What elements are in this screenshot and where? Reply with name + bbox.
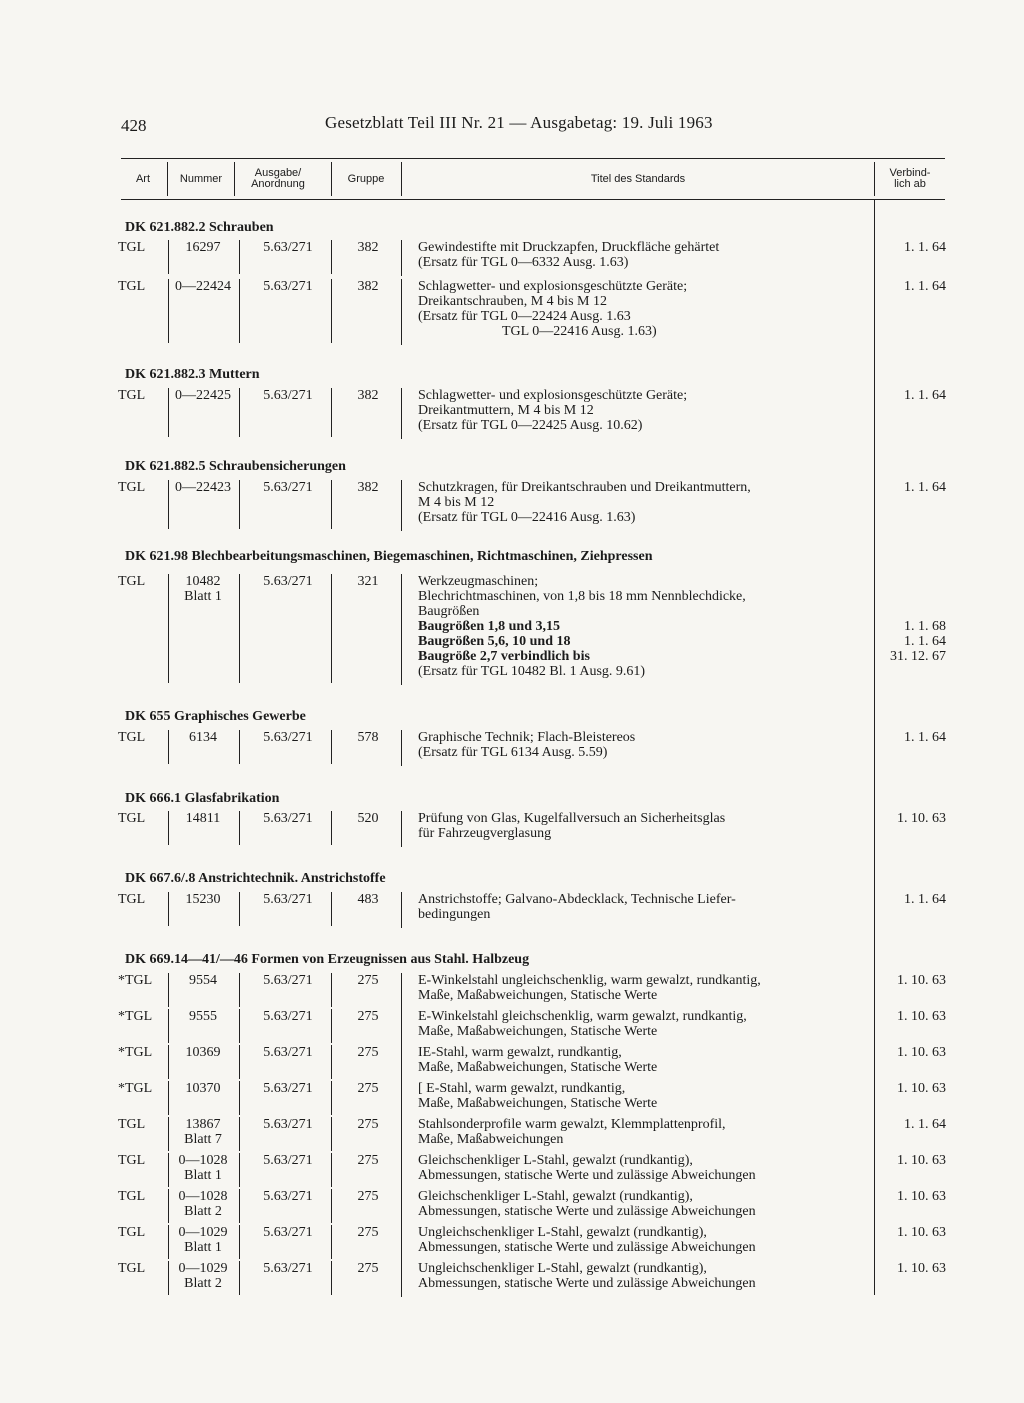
column-rule <box>401 240 402 276</box>
table-row <box>0 892 1024 922</box>
column-rule <box>168 1153 169 1187</box>
titel-line: Gleichschenkliger L-Stahl, gewalzt (rundkantig), <box>418 1153 693 1168</box>
cell-gruppe: 275 <box>357 1189 379 1204</box>
column-rule <box>331 1153 332 1187</box>
cell-art: TGL <box>118 1225 146 1240</box>
verbindlich-line: 1. 10. 63 <box>897 811 946 826</box>
titel-line: (Ersatz für TGL 0—22424 Ausg. 1.63 <box>418 309 631 324</box>
titel-line: Werkzeugmaschinen; <box>418 574 539 589</box>
titel-line: (Ersatz für TGL 0—22416 Ausg. 1.63) <box>418 510 636 525</box>
cell-nummer <box>168 1117 238 1147</box>
cell-verbindlich <box>876 279 946 294</box>
table-row <box>0 1225 1024 1255</box>
column-rule <box>401 574 402 685</box>
cell-titel <box>418 1081 868 1111</box>
column-rule <box>401 1225 402 1261</box>
column-rule <box>331 811 332 845</box>
nummer-line: 0—22423 <box>175 480 231 495</box>
header-titel: Titel des Standards <box>590 172 686 185</box>
titel-line: Anstrichstoffe; Galvano-Abdecklack, Technische Liefer- <box>418 892 736 907</box>
verbindlich-line: 1. 10. 63 <box>897 1009 946 1024</box>
verbindlich-line: 1. 10. 63 <box>897 1081 946 1096</box>
table-row <box>0 279 1024 339</box>
column-rule <box>331 388 332 437</box>
page-number: 428 <box>121 116 147 135</box>
cell-ausgabe: 5.63/271 <box>263 1261 313 1276</box>
titel-line: M 4 bis M 12 <box>418 495 495 510</box>
header-art: Art <box>135 172 151 185</box>
titel-line: TGL 0—22416 Ausg. 1.63) <box>502 324 657 339</box>
nummer-line: 16297 <box>185 240 221 255</box>
cell-ausgabe: 5.63/271 <box>263 574 313 589</box>
cell-art: *TGL <box>118 973 153 988</box>
verbindlich-line: 1. 1. 64 <box>904 388 946 403</box>
cell-nummer <box>168 1153 238 1183</box>
verbindlich-line: 1. 1. 64 <box>904 892 946 907</box>
column-rule <box>239 1045 240 1079</box>
column-rule <box>401 1117 402 1153</box>
titel-line: Abmessungen, statische Werte und zulässige Abweichungen <box>418 1276 756 1291</box>
cell-ausgabe: 5.63/271 <box>263 1117 313 1132</box>
titel-line: Gleichschenkliger L-Stahl, gewalzt (rundkantig), <box>418 1189 693 1204</box>
nummer-line: Blatt 1 <box>184 589 222 604</box>
column-rule <box>239 1081 240 1115</box>
cell-ausgabe: 5.63/271 <box>263 1189 313 1204</box>
page-header-title: Gesetzblatt Teil III Nr. 21 — Ausgabetag: 19. Juli 1963 <box>325 113 713 132</box>
cell-art: TGL <box>118 1153 146 1168</box>
cell-gruppe: 275 <box>357 973 379 988</box>
titel-line: E-Winkelstahl gleichschenklig, warm gewalzt, rundkantig, <box>418 1009 747 1024</box>
cell-ausgabe: 5.63/271 <box>263 1225 313 1240</box>
cell-ausgabe: 5.63/271 <box>263 1045 313 1060</box>
cell-art: TGL <box>118 1189 146 1204</box>
cell-verbindlich <box>876 730 946 745</box>
column-rule <box>401 279 402 345</box>
verbindlich-line: 1. 1. 64 <box>904 1117 946 1132</box>
cell-nummer <box>168 388 238 403</box>
titel-line: Ungleichschenkliger L-Stahl, gewalzt (rundkantig), <box>418 1261 707 1276</box>
column-rule <box>168 1009 169 1043</box>
cell-nummer <box>168 811 238 826</box>
titel-line: Dreikantschrauben, M 4 bis M 12 <box>418 294 607 309</box>
cell-art: *TGL <box>118 1045 153 1060</box>
cell-gruppe: 483 <box>357 892 379 907</box>
titel-line: Maße, Maßabweichungen, Statische Werte <box>418 1060 658 1075</box>
column-rule <box>168 1225 169 1259</box>
titel-line: Ungleichschenkliger L-Stahl, gewalzt (rundkantig), <box>418 1225 707 1240</box>
cell-ausgabe: 5.63/271 <box>263 892 313 907</box>
table-row <box>0 1117 1024 1147</box>
cell-ausgabe: 5.63/271 <box>263 973 313 988</box>
column-rule <box>401 1009 402 1045</box>
cell-ausgabe: 5.63/271 <box>263 240 313 255</box>
titel-line: Maße, Maßabweichungen <box>418 1132 564 1147</box>
nummer-line: Blatt 2 <box>184 1204 222 1219</box>
column-rule <box>168 1189 169 1223</box>
nummer-line: 0—22425 <box>175 388 231 403</box>
column-rule <box>168 892 169 926</box>
nummer-line: 14811 <box>185 811 221 826</box>
column-rule <box>239 811 240 845</box>
table-row <box>0 388 1024 433</box>
cell-ausgabe: 5.63/271 <box>263 1009 313 1024</box>
cell-gruppe: 382 <box>357 279 379 294</box>
column-rule <box>239 1261 240 1295</box>
cell-gruppe: 275 <box>357 1261 379 1276</box>
cell-gruppe: 275 <box>357 1153 379 1168</box>
cell-art: TGL <box>118 811 146 826</box>
verbindlich-line: 1. 10. 63 <box>897 1189 946 1204</box>
column-rule <box>239 1225 240 1259</box>
table-row <box>0 730 1024 760</box>
section-heading: DK 621.882.3 Muttern <box>125 367 260 382</box>
column-rule <box>401 973 402 1009</box>
verbindlich-line: 1. 1. 64 <box>904 480 946 495</box>
cell-titel <box>418 1153 868 1183</box>
cell-titel <box>418 240 868 270</box>
cell-titel <box>418 1117 868 1147</box>
cell-gruppe: 382 <box>357 480 379 495</box>
titel-line: Schlagwetter- und explosionsgeschützte Geräte; <box>418 279 688 294</box>
column-rule <box>168 730 169 764</box>
cell-gruppe: 520 <box>357 811 379 826</box>
cell-verbindlich <box>876 1189 946 1204</box>
titel-line: für Fahrzeugverglasung <box>418 826 552 841</box>
section-heading: DK 621.98 Blechbearbeitungsmaschinen, Biegemaschinen, Richtmaschinen, Ziehpressen <box>125 549 653 564</box>
header-ausgabe-line1: Ausgabe/ <box>254 167 302 179</box>
column-rule <box>401 480 402 531</box>
cell-nummer <box>168 1261 238 1291</box>
cell-verbindlich <box>876 574 946 679</box>
cell-art: TGL <box>118 1117 146 1132</box>
column-rule <box>401 1189 402 1225</box>
titel-line: (Ersatz für TGL 0—6332 Ausg. 1.63) <box>418 255 629 270</box>
cell-gruppe: 578 <box>357 730 379 745</box>
table-row <box>0 1009 1024 1039</box>
header-verbindlich-line2: lich ab <box>894 178 926 190</box>
table-row <box>0 811 1024 841</box>
cell-verbindlich <box>876 1009 946 1024</box>
column-rule <box>331 973 332 1007</box>
table-header <box>121 158 945 200</box>
cell-titel <box>418 480 868 525</box>
cell-nummer <box>168 1009 238 1024</box>
header-gruppe: Gruppe <box>347 172 385 185</box>
cell-verbindlich <box>876 240 946 255</box>
header-ausgabe <box>235 159 321 199</box>
verbindlich-line: 1. 1. 64 <box>904 240 946 255</box>
titel-line: E-Winkelstahl ungleichschenklig, warm gewalzt, rundkantig, <box>418 973 761 988</box>
column-rule <box>239 240 240 274</box>
titel-line: Stahlsonderprofile warm gewalzt, Klemmplattenprofil, <box>418 1117 726 1132</box>
cell-ausgabe: 5.63/271 <box>263 480 313 495</box>
titel-line: Abmessungen, statische Werte und zulässige Abweichungen <box>418 1204 756 1219</box>
section-heading: DK 666.1 Glasfabrikation <box>125 791 280 806</box>
column-rule <box>239 973 240 1007</box>
table-row <box>0 1045 1024 1075</box>
nummer-line: 13867 <box>185 1117 221 1132</box>
cell-titel <box>418 973 868 1003</box>
column-rule <box>168 240 169 274</box>
nummer-line: 10482 <box>185 574 221 589</box>
column-rule <box>331 730 332 764</box>
verbindlich-line: 1. 10. 63 <box>897 973 946 988</box>
cell-nummer <box>168 892 238 907</box>
cell-verbindlich <box>876 811 946 826</box>
header-verbindlich <box>875 159 945 199</box>
column-rule <box>331 1189 332 1223</box>
titel-line: (Ersatz für TGL 0—22425 Ausg. 10.62) <box>418 418 643 433</box>
column-rule <box>331 279 332 343</box>
cell-titel <box>418 388 868 433</box>
titel-line: Maße, Maßabweichungen, Statische Werte <box>418 1096 658 1111</box>
column-rule <box>168 973 169 1007</box>
titel-line: Schutzkragen, für Dreikantschrauben und Dreikantmuttern, <box>418 480 751 495</box>
cell-art: TGL <box>118 388 146 403</box>
column-rule <box>239 1009 240 1043</box>
cell-art: TGL <box>118 730 146 745</box>
nummer-line: 0—1028 <box>178 1153 228 1168</box>
titel-line: IE-Stahl, warm gewalzt, rundkantig, <box>418 1045 622 1060</box>
column-rule <box>239 730 240 764</box>
column-rule <box>239 892 240 926</box>
cell-verbindlich <box>876 1153 946 1168</box>
cell-titel <box>418 574 868 679</box>
verbindlich-line <box>876 664 946 679</box>
titel-line: Abmessungen, statische Werte und zulässige Abweichungen <box>418 1240 756 1255</box>
verbindlich-line <box>876 604 946 619</box>
verbindlich-line: 1. 10. 63 <box>897 1261 946 1276</box>
cell-verbindlich <box>876 1081 946 1096</box>
verbindlich-line <box>876 574 946 589</box>
table-row <box>0 1081 1024 1111</box>
cell-titel <box>418 730 868 760</box>
section-heading: DK 621.882.5 Schraubensicherungen <box>125 459 346 474</box>
cell-nummer <box>168 1045 238 1060</box>
column-rule <box>239 1117 240 1151</box>
cell-art: TGL <box>118 574 146 589</box>
cell-titel <box>418 1225 868 1255</box>
table-row <box>0 1153 1024 1183</box>
cell-ausgabe: 5.63/271 <box>263 279 313 294</box>
cell-verbindlich <box>876 1261 946 1276</box>
titel-line: [ E-Stahl, warm gewalzt, rundkantig, <box>418 1081 626 1096</box>
verbindlich-line: 1. 10. 63 <box>897 1153 946 1168</box>
column-rule <box>401 1045 402 1081</box>
titel-line: Gewindestifte mit Druckzapfen, Druckfläche gehärtet <box>418 240 720 255</box>
cell-art: *TGL <box>118 1009 153 1024</box>
titel-line: Blechrichtmaschinen, von 1,8 bis 18 mm Nennblechdicke, <box>418 589 746 604</box>
column-rule <box>331 1261 332 1295</box>
column-rule <box>331 1081 332 1115</box>
column-rule <box>331 1117 332 1151</box>
column-rule <box>331 480 332 529</box>
verbindlich-line: 1. 1. 68 <box>904 619 946 634</box>
verbindlich-line: 31. 12. 67 <box>890 649 946 664</box>
titel-line: Prüfung von Glas, Kugelfallversuch an Sicherheitsglas <box>418 811 726 826</box>
nummer-line: 9555 <box>189 1009 217 1024</box>
cell-verbindlich <box>876 388 946 403</box>
table-row <box>0 973 1024 1003</box>
column-rule <box>239 1153 240 1187</box>
column-rule <box>401 811 402 847</box>
cell-art: TGL <box>118 279 146 294</box>
column-rule <box>168 279 169 343</box>
nummer-line: 15230 <box>185 892 221 907</box>
nummer-line: 10369 <box>185 1045 221 1060</box>
cell-ausgabe: 5.63/271 <box>263 730 313 745</box>
table-row <box>0 1261 1024 1291</box>
nummer-line: Blatt 1 <box>184 1168 222 1183</box>
titel-line: Maße, Maßabweichungen, Statische Werte <box>418 1024 658 1039</box>
titel-line: Baugrößen 5,6, 10 und 18 <box>418 634 571 649</box>
column-rule <box>239 279 240 343</box>
column-rule <box>401 388 402 439</box>
titel-line: Baugrößen <box>418 604 480 619</box>
column-rule <box>239 1189 240 1223</box>
titel-line: Schlagwetter- und explosionsgeschützte Geräte; <box>418 388 688 403</box>
cell-gruppe: 382 <box>357 240 379 255</box>
cell-verbindlich <box>876 1117 946 1132</box>
cell-gruppe: 275 <box>357 1117 379 1132</box>
cell-nummer <box>168 1081 238 1096</box>
section-heading: DK 621.882.2 Schrauben <box>125 220 274 235</box>
column-rule <box>168 1261 169 1295</box>
table-row <box>0 480 1024 525</box>
cell-art: TGL <box>118 1261 146 1276</box>
cell-gruppe: 275 <box>357 1009 379 1024</box>
section-heading: DK 655 Graphisches Gewerbe <box>125 709 306 724</box>
column-rule <box>168 388 169 437</box>
cell-gruppe: 275 <box>357 1225 379 1240</box>
nummer-line: 0—1028 <box>178 1189 228 1204</box>
titel-line: Graphische Technik; Flach-Bleistereos <box>418 730 636 745</box>
column-rule <box>239 480 240 529</box>
table-row <box>0 240 1024 270</box>
nummer-line: 6134 <box>189 730 217 745</box>
cell-gruppe: 321 <box>357 574 379 589</box>
titel-line: Maße, Maßabweichungen, Statische Werte <box>418 988 658 1003</box>
section-heading: DK 669.14—41/—46 Formen von Erzeugnissen aus Stahl. Halbzeug <box>125 952 530 967</box>
nummer-line: 0—1029 <box>178 1261 228 1276</box>
column-rule <box>331 240 332 274</box>
nummer-line: Blatt 7 <box>184 1132 222 1147</box>
column-rule <box>331 574 332 683</box>
cell-titel <box>418 1045 868 1075</box>
cell-nummer <box>168 574 238 604</box>
verbindlich-line: 1. 10. 63 <box>897 1045 946 1060</box>
cell-nummer <box>168 279 238 294</box>
cell-titel <box>418 892 868 922</box>
column-rule <box>168 1117 169 1151</box>
header-nummer: Nummer <box>179 172 223 185</box>
verbindlich-line <box>876 589 946 604</box>
column-rule <box>401 1153 402 1189</box>
titel-line: (Ersatz für TGL 10482 Bl. 1 Ausg. 9.61) <box>418 664 646 679</box>
column-rule <box>239 574 240 683</box>
cell-ausgabe: 5.63/271 <box>263 388 313 403</box>
nummer-line: 0—1029 <box>178 1225 228 1240</box>
cell-art: TGL <box>118 240 146 255</box>
column-rule <box>168 811 169 845</box>
cell-art: *TGL <box>118 1081 153 1096</box>
cell-titel <box>418 1261 868 1291</box>
titel-line: Baugrößen 1,8 und 3,15 <box>418 619 560 634</box>
column-rule <box>401 1081 402 1117</box>
verbindlich-line: 1. 1. 64 <box>904 730 946 745</box>
verbindlich-line: 1. 1. 64 <box>904 634 946 649</box>
column-rule <box>239 388 240 437</box>
table-row <box>0 574 1024 679</box>
column-rule <box>168 1045 169 1079</box>
cell-titel <box>418 1009 868 1039</box>
cell-titel <box>418 811 868 841</box>
cell-nummer <box>168 480 238 495</box>
titel-line: Abmessungen, statische Werte und zulässige Abweichungen <box>418 1168 756 1183</box>
cell-nummer <box>168 1225 238 1255</box>
cell-ausgabe: 5.63/271 <box>263 1153 313 1168</box>
cell-ausgabe: 5.63/271 <box>263 1081 313 1096</box>
column-rule <box>168 574 169 683</box>
column-rule <box>401 1261 402 1297</box>
cell-nummer <box>168 240 238 255</box>
column-rule <box>331 892 332 926</box>
column-rule <box>331 1009 332 1043</box>
cell-art: TGL <box>118 892 146 907</box>
table-row <box>0 1189 1024 1219</box>
column-rule <box>168 1081 169 1115</box>
cell-gruppe: 275 <box>357 1081 379 1096</box>
column-rule <box>401 892 402 928</box>
titel-line: Dreikantmuttern, M 4 bis M 12 <box>418 403 594 418</box>
cell-gruppe: 382 <box>357 388 379 403</box>
cell-nummer <box>168 1189 238 1219</box>
verbindlich-line: 1. 1. 64 <box>904 279 946 294</box>
header-ausgabe-line2: Anordnung <box>251 178 305 190</box>
titel-line: bedingungen <box>418 907 491 922</box>
cell-nummer <box>168 730 238 745</box>
column-rule <box>331 1045 332 1079</box>
nummer-line: 9554 <box>189 973 217 988</box>
column-rule <box>331 1225 332 1259</box>
cell-art: TGL <box>118 480 146 495</box>
cell-verbindlich <box>876 1225 946 1240</box>
section-heading: DK 667.6/.8 Anstrichtechnik. Anstrichstoffe <box>125 871 386 886</box>
titel-line: (Ersatz für TGL 6134 Ausg. 5.59) <box>418 745 608 760</box>
titel-line: Baugröße 2,7 verbindlich bis <box>418 649 590 664</box>
cell-titel <box>418 279 868 339</box>
column-rule <box>168 480 169 529</box>
cell-nummer <box>168 973 238 988</box>
cell-verbindlich <box>876 480 946 495</box>
verbindlich-line: 1. 10. 63 <box>897 1225 946 1240</box>
cell-titel <box>418 1189 868 1219</box>
cell-gruppe: 275 <box>357 1045 379 1060</box>
header-verbindlich-line1: Verbind- <box>889 167 931 179</box>
cell-verbindlich <box>876 892 946 907</box>
cell-verbindlich <box>876 1045 946 1060</box>
nummer-line: Blatt 1 <box>184 1240 222 1255</box>
cell-verbindlich <box>876 973 946 988</box>
cell-ausgabe: 5.63/271 <box>263 811 313 826</box>
nummer-line: 0—22424 <box>175 279 231 294</box>
nummer-line: 10370 <box>185 1081 221 1096</box>
column-rule <box>401 730 402 766</box>
nummer-line: Blatt 2 <box>184 1276 222 1291</box>
